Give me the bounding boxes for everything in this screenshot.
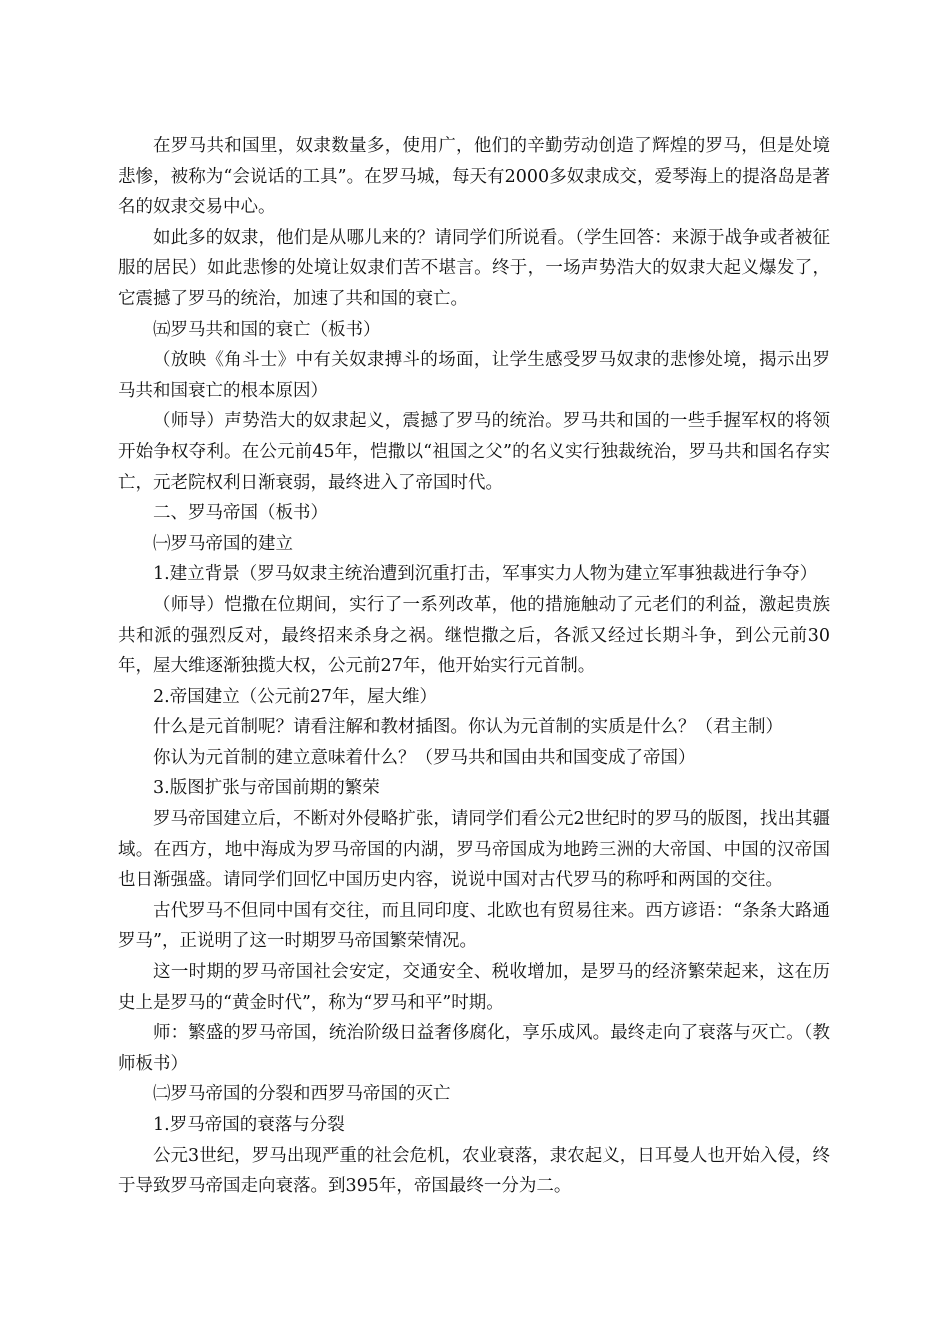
paragraph: 你认为元首制的建立意味着什么？（罗马共和国由共和国变成了帝国） <box>153 747 696 768</box>
paragraph: 如此多的奴隶，他们是从哪儿来的？请同学们所说看。（学生回答：来源于战争或者被征服的居民）如此悲惨的处境让奴隶们苦不堪言。终于，一场声势浩大的奴隶大起义爆发了，它震撼了罗马的统治，加速了共和国的衰亡。 <box>118 227 830 309</box>
section-heading: 3.版图扩张与帝国前期的繁荣 <box>153 778 380 799</box>
section-heading: 2.帝国建立（公元前27年，屋大维） <box>153 686 437 707</box>
document-body <box>118 131 830 1202</box>
paragraph: 师：繁盛的罗马帝国，统治阶级日益奢侈腐化，享乐成风。最终走向了衰落与灭亡。（教师板书） <box>118 1023 830 1074</box>
section-heading: ㈡罗马帝国的分裂和西罗马帝国的灭亡 <box>153 1084 451 1105</box>
paragraph: 公元3世纪，罗马出现严重的社会危机，农业衰落，隶农起义，日耳曼人也开始入侵，终于导致罗马帝国走向衰落。到395年，帝国最终一分为二。 <box>118 1145 830 1197</box>
paragraph: （师导）恺撒在位期间，实行了一系列改革，他的措施触动了元老们的利益，激起贵族共和派的强烈反对，最终招来杀身之祸。继恺撒之后，各派又经过长期斗争，到公元前30年，屋大维逐渐独揽大权，公元前27年，他开始实行元首制。 <box>118 594 830 677</box>
paragraph: 罗马帝国建立后，不断对外侵略扩张，请同学们看公元2世纪时的罗马的版图，找出其疆域。在西方，地中海成为罗马帝国的内湖，罗马帝国成为地跨三洲的大帝国、中国的汉帝国也日渐强盛。请同学们回忆中国历史内容，说说中国对古代罗马的称呼和两国的交往。 <box>118 809 830 891</box>
paragraph: 1.建立背景（罗马奴隶主统治遭到沉重打击，军事实力人物为建立军事独裁进行争夺） <box>153 564 818 585</box>
section-heading: 1.罗马帝国的衰落与分裂 <box>153 1115 345 1135</box>
section-heading: ㈠罗马帝国的建立 <box>153 533 293 554</box>
paragraph: 古代罗马不但同中国有交往，而且同印度、北欧也有贸易往来。西方谚语：“条条大路通罗马”，正说明了这一时期罗马帝国繁荣情况。 <box>118 900 830 952</box>
paragraph: 什么是元首制呢？请看注解和教材插图。你认为元首制的实质是什么？（君主制） <box>153 717 783 738</box>
paragraph: （放映《角斗士》中有关奴隶搏斗的场面，让学生感受罗马奴隶的悲惨处境，揭示出罗马共和国衰亡的根本原因） <box>118 350 830 401</box>
section-heading: ㈤罗马共和国的衰亡（板书） <box>153 319 381 340</box>
section-heading: 二、罗马帝国（板书） <box>153 503 328 524</box>
paragraph: 在罗马共和国里，奴隶数量多，使用广，他们的辛勤劳动创造了辉煌的罗马，但是处境悲惨，被称为“会说话的工具”。在罗马城，每天有2000多奴隶成交，爱琴海上的提洛岛是著名的奴隶交易中心。 <box>118 136 830 218</box>
paragraph: 这一时期的罗马帝国社会安定，交通安全、税收增加，是罗马的经济繁荣起来，这在历史上是罗马的“黄金时代”，称为“罗马和平”时期。 <box>118 962 830 1013</box>
paragraph: （师导）声势浩大的奴隶起义，震撼了罗马的统治。罗马共和国的一些手握军权的将领开始争权夺利。在公元前45年，恺撒以“祖国之父”的名义实行独裁统治，罗马共和国名存实亡，元老院权利日渐衰弱，最终进入了帝国时代。 <box>118 411 830 493</box>
